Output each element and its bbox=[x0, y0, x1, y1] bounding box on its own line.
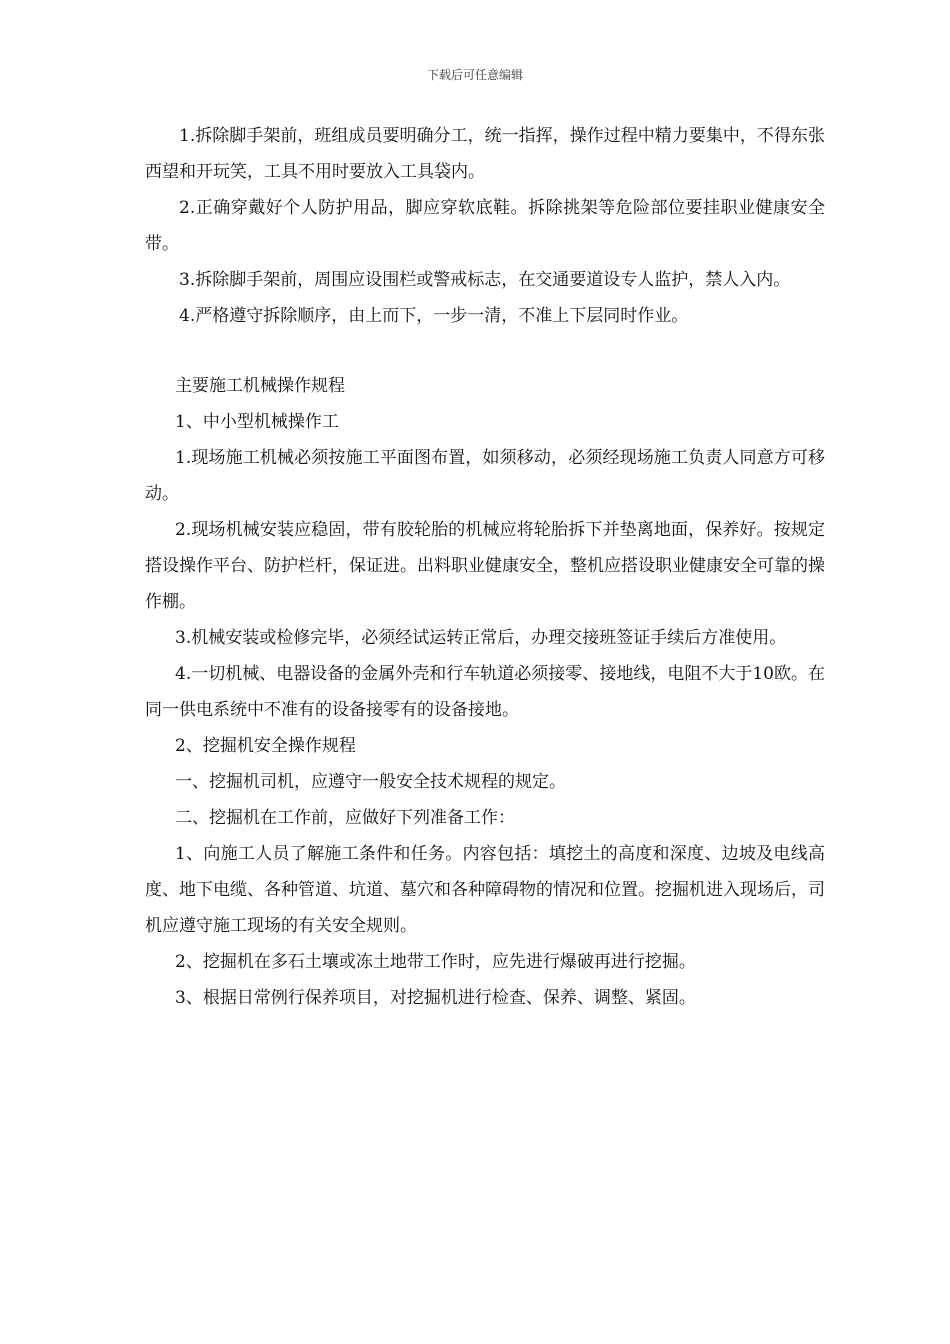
scaffold-rule-2: 2.正确穿戴好个人防护用品，脚应穿软底鞋。拆除挑架等危险部位要挂职业健康安全带。 bbox=[145, 198, 825, 254]
page-header: 下载后可任意编辑 bbox=[426, 68, 523, 82]
scaffold-rule-3: 3.拆除脚手架前，周围应设围栏或警戒标志，在交通要道设专人监护，禁人入内。 bbox=[179, 270, 791, 290]
document-body bbox=[145, 118, 825, 1016]
excavator-rule-2: 二、挖掘机在工作前，应做好下列准备工作： bbox=[175, 808, 515, 828]
subsection-heading-1: 1、中小型机械操作工 bbox=[175, 412, 339, 432]
machine-rule-1: 1.现场施工机械必须按施工平面图布置，如须移动，必须经现场施工负责人同意方可移动。 bbox=[145, 448, 825, 504]
machine-rule-4: 4.一切机械、电器设备的金属外壳和行车轨道必须接零、接地线，电阻不大于10欧。在同一供电系统中不准有的设备接零有的设备接地。 bbox=[145, 664, 825, 720]
section-gap bbox=[145, 334, 825, 368]
machine-rule-2: 2.现场机械安装应稳固，带有胶轮胎的机械应将轮胎拆下并垫离地面，保养好。按规定搭设操作平台、防护栏杆，保证进。出料职业健康安全，整机应搭设职业健康安全可靠的操作棚。 bbox=[145, 520, 825, 612]
excavator-rule-1: 一、挖掘机司机，应遵守一般安全技术规程的规定。 bbox=[175, 772, 566, 792]
scaffold-rule-4: 4.严格遵守拆除顺序，由上而下，一步一清，不准上下层同时作业。 bbox=[179, 306, 689, 326]
subsection-heading-2: 2、挖掘机安全操作规程 bbox=[175, 736, 356, 756]
machine-rule-3: 3.机械安装或检修完毕，必须经试运转正常后，办理交接班签证手续后方准使用。 bbox=[175, 628, 787, 648]
scaffold-rule-1: 1.拆除脚手架前，班组成员要明确分工，统一指挥，操作过程中精力要集中，不得东张西望和开玩笑，工具不用时要放入工具袋内。 bbox=[145, 126, 825, 182]
excavator-prep-item-2: 2、挖掘机在多石土壤或冻土地带工作时，应先进行爆破再进行挖掘。 bbox=[175, 952, 696, 972]
section-title: 主要施工机械操作规程 bbox=[175, 376, 345, 396]
excavator-prep-item-3: 3、根据日常例行保养项目，对挖掘机进行检查、保养、调整、紧固。 bbox=[175, 988, 696, 1008]
excavator-prep-item-1: 1、向施工人员了解施工条件和任务。内容包括：填挖土的高度和深度、边坡及电线高度、地下电缆、各种管道、坑道、墓穴和各种障碍物的情况和位置。挖掘机进入现场后，司机应遵守施工现场的有关安全规则。 bbox=[145, 844, 825, 936]
